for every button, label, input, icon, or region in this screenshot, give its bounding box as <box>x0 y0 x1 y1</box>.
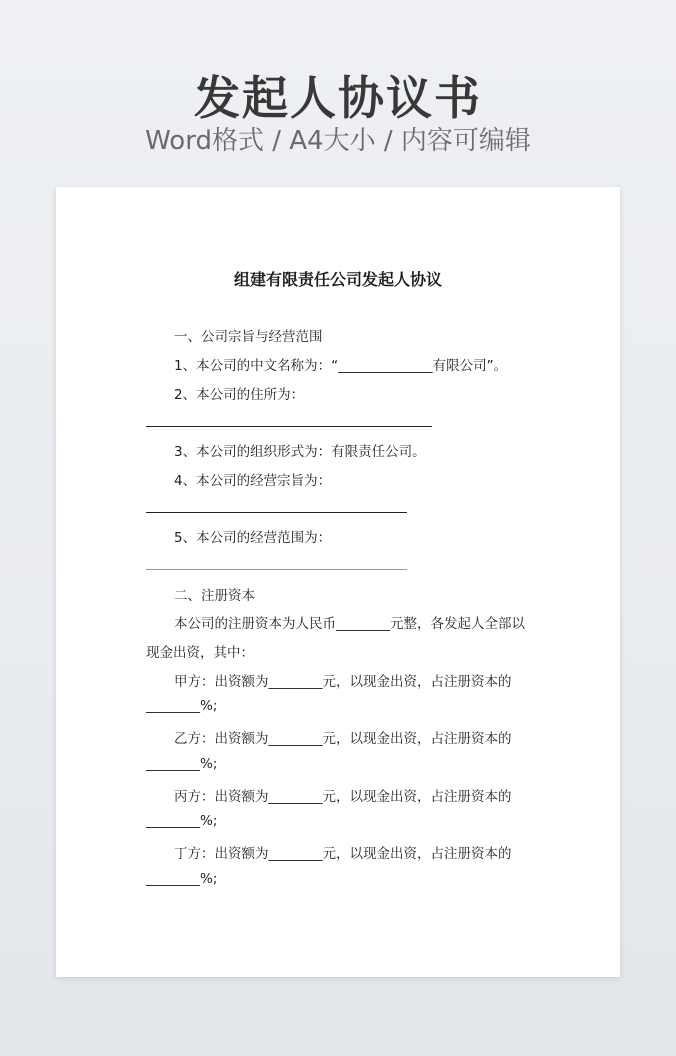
blank-line-purpose <box>146 512 407 513</box>
party-a-contribution: 甲方：出资额为________元，以现金出资，占注册资本的 <box>174 674 512 690</box>
party-c-percentage: ________%; <box>146 813 218 829</box>
party-a-percentage: ________%; <box>146 698 218 714</box>
clause-1-5: 5、本公司的经营范围为： <box>174 530 332 546</box>
banner-subtitle: Word格式 / A4大小 / 内容可编辑 <box>145 126 531 156</box>
party-b-contribution: 乙方：出资额为________元，以现金出资，占注册资本的 <box>174 731 512 747</box>
party-d-contribution: 丁方：出资额为________元，以现金出资，占注册资本的 <box>174 846 512 862</box>
banner-title: 发起人协议书 <box>194 71 482 125</box>
blank-line-scope <box>146 569 407 570</box>
party-b-percentage: ________%; <box>146 756 218 772</box>
section-1-heading: 一、公司宗旨与经营范围 <box>174 329 323 345</box>
clause-1-3: 3、本公司的组织形式为：有限责任公司。 <box>174 444 426 460</box>
section-2-heading: 二、注册资本 <box>174 588 255 604</box>
document-title: 组建有限责任公司发起人协议 <box>233 270 442 289</box>
capital-paragraph: 本公司的注册资本为人民币________元整，各发起人全部以 <box>174 616 525 632</box>
party-d-percentage: ________%; <box>146 871 218 887</box>
party-c-contribution: 丙方：出资额为________元，以现金出资，占注册资本的 <box>174 789 512 805</box>
document-page <box>56 187 620 977</box>
capital-paragraph-cont: 现金出资，其中： <box>146 645 254 661</box>
clause-1-4: 4、本公司的经营宗旨为： <box>174 473 332 489</box>
blank-line-address <box>146 426 432 427</box>
clause-1-1: 1、本公司的中文名称为：“______________有限公司”。 <box>174 358 508 374</box>
clause-1-2: 2、本公司的住所为： <box>174 387 305 403</box>
